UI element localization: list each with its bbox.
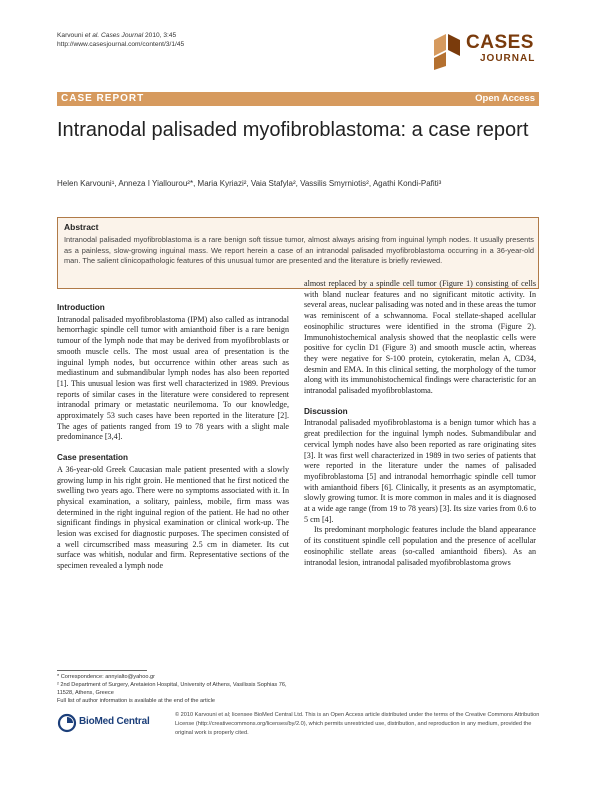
section-heading-introduction: Introduction [57,303,105,312]
abstract-heading: Abstract [64,222,99,232]
article-type-banner [57,92,539,106]
affiliation-note: ² 2nd Department of Surgery, Aretaieion Hospital, University of Athens, Vasilissis Sophias 76, 11528, Athens, Greece [57,682,287,696]
citation-url[interactable]: http://www.casesjournal.com/content/3/1/45 [57,41,185,48]
body-column-right [304,279,536,568]
citation-header [57,31,184,49]
case-continued-paragraph: almost replaced by a spindle cell tumor (Figure 1) consisting of cells with bland nuclear features and no significant mitotic activity. In several areas, nuclear palisading was noted and in these areas the tumor was reminiscent of a schwannoma. Focal stellate-shaped acellular eosinophilic structures were identified in the stroma (Figure 2). Immunohistochemical analysis showed that the neoplastic cells were positive for cyclin D1 (Figure 3) and smooth muscle actin, whereas they were negative for S-100 protein, cytokeratin, melan A, CD34, desmin and EMA. In this clinical setting, the morphology of the tumor along with its immunohistochemical findings were characteristic for an intranodal palisaded myofibroblastoma. [304,279,536,396]
cases-logo-icon [430,30,466,70]
biomed-central-text: BioMed Central [79,716,150,727]
citation-author: Karvouni [57,32,84,39]
open-access-label: Open Access [475,93,535,104]
biomed-central-icon [57,713,77,733]
discussion-paragraph-2: Its predominant morphologic features include the bland appearance of its constituent spindle cell population and the presence of acellular eosinophilic stellate areas (so-called amianthoid fibers). As an intranodal lesion, intranodal palisaded myofibroblastoma grows [304,525,536,567]
case-presentation-paragraph: A 36-year-old Greek Caucasian male patient presented with a slowly growing lump in his right groin. He mentioned that he first noticed the swelling two years ago. There were no symptoms associated with it. In physical examination, a solitary, painless, mobile, firm mass was determined in the right inguinal region of the patient. He had no other significant findings in physical examination or clinical work-up. The lesion was excised for diagnostic purposes. The specimen consisted of a well circumscribed mass measuring 2.5 cm in diameter. Its cut surface was whitish, nodular and firm. Representative sections of the specimen revealed a lymph node [57,464,289,571]
article-type-label: CASE REPORT [61,93,145,104]
author-info-note: Full list of author information is available at the end of the article [57,698,215,704]
cases-journal-logo [430,30,550,74]
introduction-paragraph: Intranodal palisaded myofibroblastoma (IPM) also called as intranodal hemorrhagic spindle cell tumor with amianthoid fiber is a rare benign tumour of the lymph node that may be derived from myofibroblasts or smooth muscle cells. The most usual area of presentation is the inguinal lymph nodes, but occurrence within other areas such as mediastinum and submandibular lymph nodes has also been reported [1]. This unusual lesion was first well characterized in 1989. Previous reports of similar cases in the literature were considered to represent intranodal primary or metastatic neurilemoma. To our knowledge, approximately 53 such cases have been reported in the literature [2]. The ages of patients ranged from 19 to 78 years with a slight male predominance [3,4]. [57,314,289,442]
citation-etal: et al. [84,32,100,39]
author-list: Helen Karvouni¹, Anneza I Yiallourou²*, Maria Kyriazi², Vaia Stafyla², Vassilis Smyrniotis², Agathi Kondi-Pafiti³ [57,179,442,188]
logo-journal-text: JOURNAL [480,53,536,64]
biomed-central-logo [57,713,150,733]
citation-year-vol: 2010, 3:45 [145,32,177,39]
section-heading-case-presentation: Case presentation [57,453,128,463]
abstract-text: Intranodal palisaded myofibroblastoma is a rare benign soft tissue tumor, almost always arising from inguinal lymph nodes. It usually presents as a painless, slow-growing inguinal mass. We report herein a case of an intranodal palisaded myofibroblastoma occurring in a 36-year-old man. The salient clinicopathologic features of this unusual tumor are presented and the literature is briefly reviewed. [64,235,534,265]
discussion-paragraph-1: Intranodal palisaded myofibroblastoma is a benign tumor which has a great predilection for the inguinal lymph nodes. Submandibular and cervical lymph nodes have also been reported as rare originating sites [3]. It was first well characterized in 1989 in two series of patients that were reported in the literature under the names of palisaded myofibroblastoma [5] and intranodal hemorrhagic spindle cell tumor with amianthoid fibers [6]. Clinically, it presents as an asymptomatic, slowly growing tumor. It is more common in males and it is diagnosed at a wide age range (from 19 to 78 years) [3]. Its size varies from 0.6 to 5 cm [4]. [304,418,536,524]
logo-cases-text: CASES [466,32,534,53]
correspondence-note: * Correspondence: annyialto@yahoo.gr [57,674,156,680]
footnotes [57,673,289,705]
citation-journal: Cases Journal [101,32,144,39]
article-title: Intranodal palisaded myofibroblastoma: a case report [57,119,529,141]
section-heading-discussion: Discussion [304,406,348,416]
body-column-left [57,303,289,572]
license-statement: © 2010 Karvouni et al; licensee BioMed Central Ltd. This is an Open Access article distributed under the terms of the Creative Commons Attribution License (http://creativecommons.org/licenses/by/2.0), which permits unrestricted use, distribution, and reproduction in any medium, provided the original work is properly cited. [175,712,540,736]
footnote-divider [57,670,147,671]
